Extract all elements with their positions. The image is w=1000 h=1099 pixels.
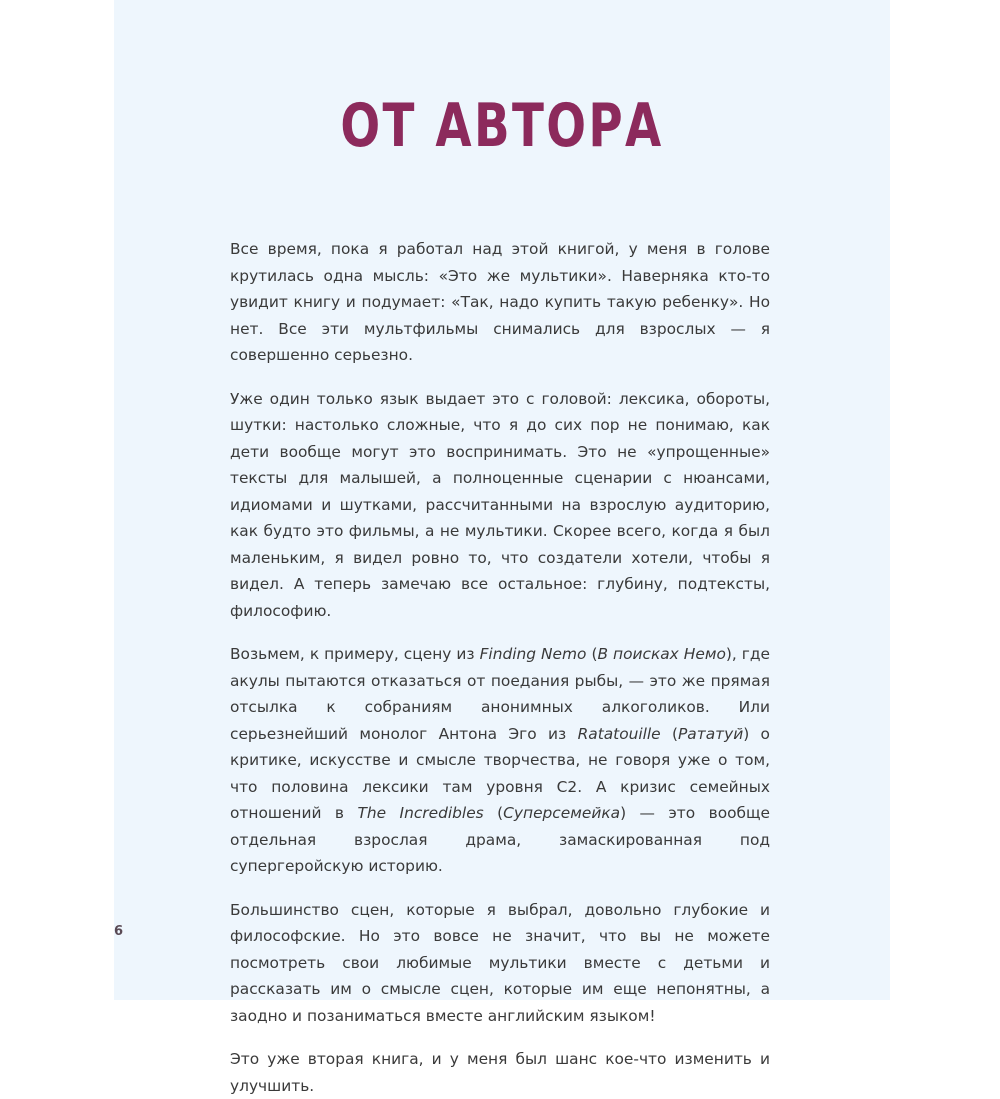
book-page bbox=[114, 0, 890, 1095]
paragraph-3-part: ) — это вообще отдельная взрослая драма, замаскированная под супергеройскую историю. bbox=[230, 804, 771, 875]
paragraph-2: Уже один только язык выдает это с головой: лексика, обороты, шутки: настолько сложные, что я до сих пор не понимаю, как дети вообще могут это воспринимать. Это не «упрощенные» тексты для малышей, а полноценные сценарии с нюансами, идиомами и шутками, рассчитанными на взрослую аудиторию, как будто это фильмы, а не мультики. Скорее всего, когда я был маленьким, я видел ровно то, что создатели хотели, чтобы я видел. А теперь замечаю все остальное: глубину, подтексты, философию. bbox=[230, 389, 770, 620]
paragraph-4: Большинство сцен, которые я выбрал, довольно глубокие и философские. Но это вовсе не значит, что вы не можете посмотреть свои любимые мультики вместе с детьми и рассказать им о смысле сцен, которые им еще непонятны, а заодно и позаниматься вместе английским языком! bbox=[230, 900, 770, 1025]
movie-title-the-incredibles: The Incredibles bbox=[357, 804, 484, 822]
paragraph-3-part: ( bbox=[586, 645, 598, 663]
body-text bbox=[230, 236, 770, 1099]
paragraph-3-part: ) о критике, искусстве и смысле творчества, не говоря уже о том, что половина лексики там уровня C2. А кризис семейных отношений в bbox=[230, 724, 770, 822]
movie-title-ratatouille: Ratatouille bbox=[577, 724, 661, 743]
page-number: 6 bbox=[114, 924, 124, 939]
movie-title-finding-nemo: Finding Nemo bbox=[479, 645, 587, 663]
paragraph-5: Это уже вторая книга, и у меня был шанс кое-что изменить и улучшить. bbox=[230, 1050, 770, 1095]
paragraph-3-part: ( bbox=[483, 804, 504, 822]
movie-title-v-poiskah-nemo: В поисках Немо bbox=[597, 645, 726, 663]
paragraph-1: Все время, пока я работал над этой книгой, у меня в голове крутилась одна мысль: «Это же мультики». Наверняка кто-то увидит книгу и подумает: «Так, надо купить такую ребенку». Но нет. Все эти мультфильмы снимались для взрослых — я совершенно серьезно. bbox=[230, 240, 770, 364]
paragraph-3-part: ( bbox=[660, 724, 679, 743]
paragraph-3-part: ), где акулы пытаются отказаться от поедания рыбы, — это же прямая отсылка к собраниям анонимных алкоголиков. Или серьезнейший монолог Антона Эго из bbox=[230, 645, 770, 743]
paragraph-3-part: Возьмем, к примеру, сцену из bbox=[230, 645, 480, 663]
paragraph-3 bbox=[230, 641, 770, 880]
movie-title-supersemeika: Суперсемейка bbox=[503, 804, 621, 822]
chapter-title: ОТ АВТОРА bbox=[340, 91, 664, 161]
movie-title-ratatui: Рататуй bbox=[678, 724, 744, 743]
